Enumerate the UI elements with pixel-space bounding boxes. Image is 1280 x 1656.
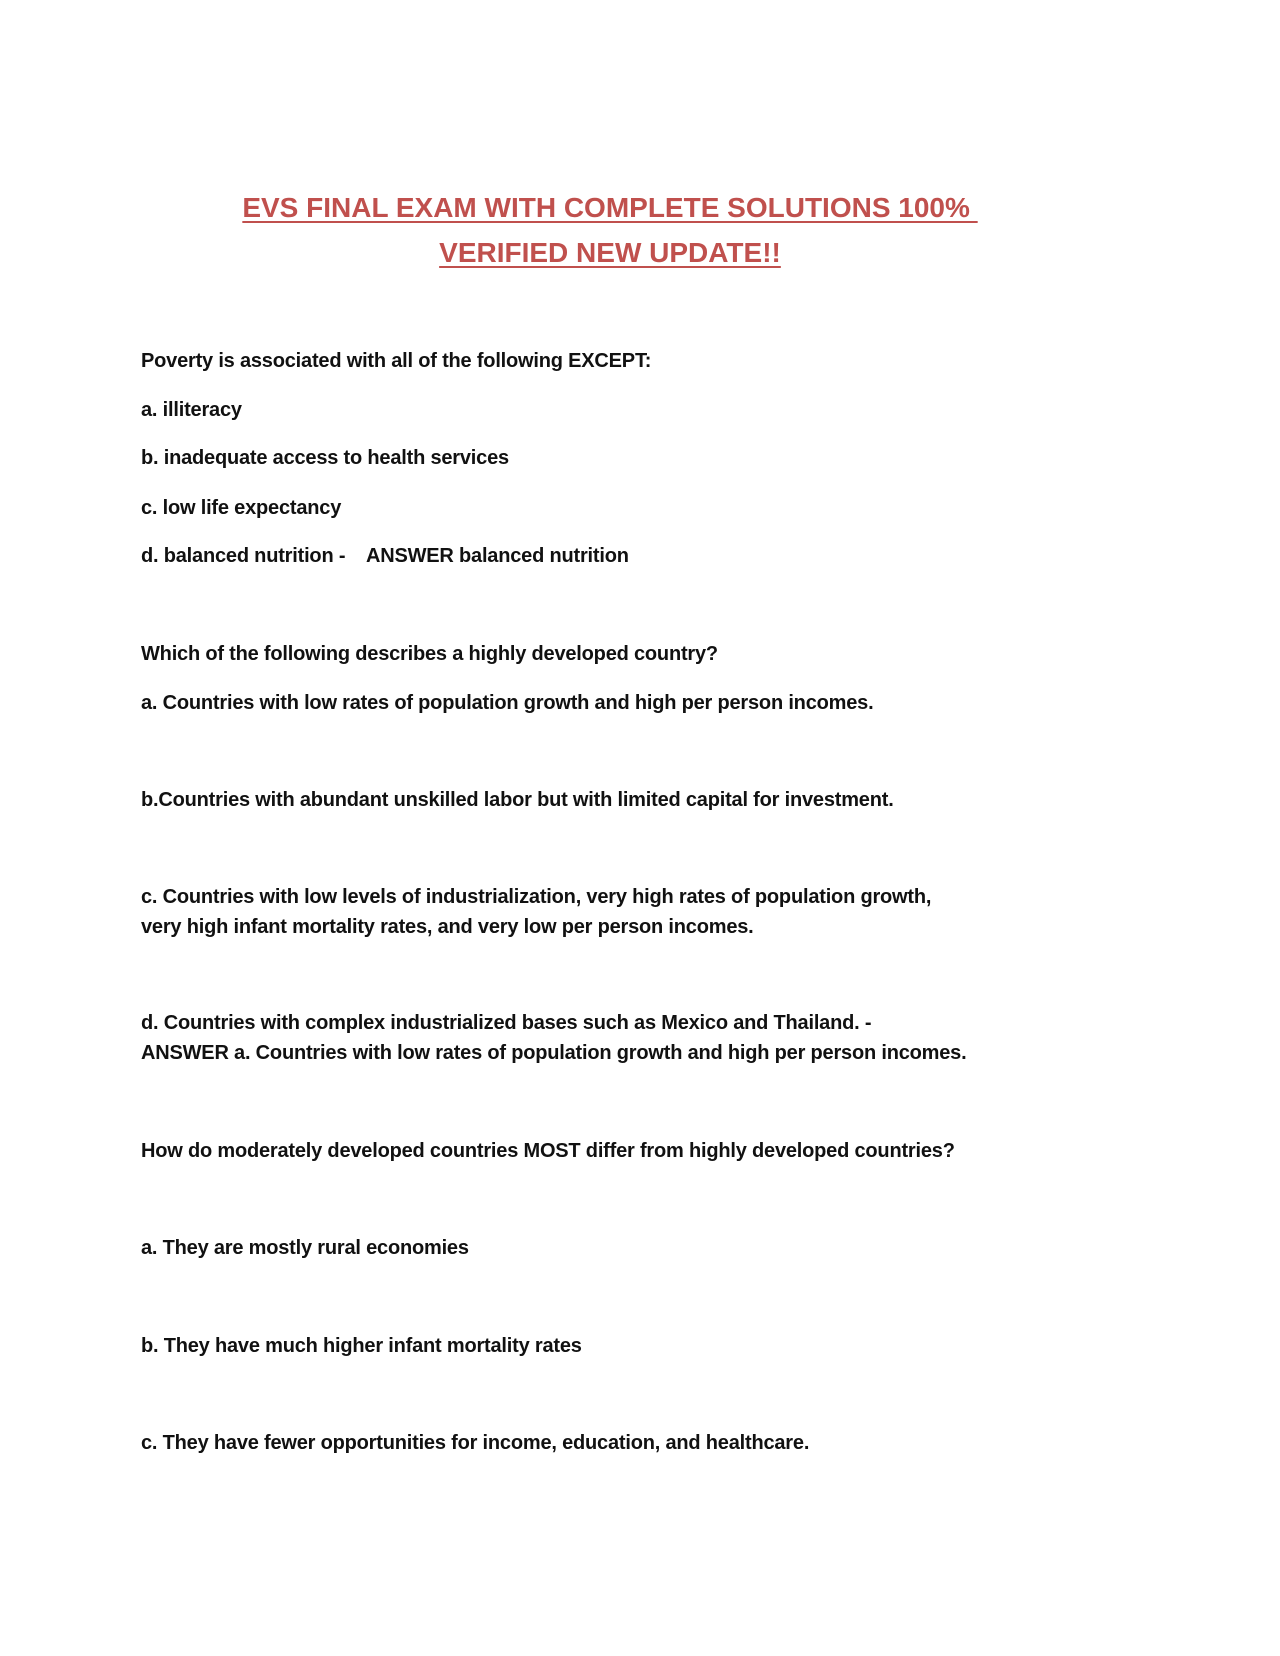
question-1-option-b: b. inadequate access to health services (141, 447, 509, 469)
question-1-option-d-answer: d. balanced nutrition - ANSWER balanced nutrition (141, 545, 629, 567)
question-2-option-c-cont: very high infant mortality rates, and very low per person incomes. (141, 916, 754, 938)
question-2-option-d: d. Countries with complex industrialized bases such as Mexico and Thailand. - (141, 1012, 872, 1034)
question-1-option-a: a. illiteracy (141, 399, 242, 421)
question-3-option-c: c. They have fewer opportunities for income, education, and healthcare. (141, 1432, 810, 1454)
question-2-answer: ANSWER a. Countries with low rates of population growth and high per person incomes. (141, 1042, 967, 1064)
document-title-line-1: EVS FINAL EXAM WITH COMPLETE SOLUTIONS 100% (242, 192, 978, 223)
question-3-option-a: a. They are mostly rural economies (141, 1237, 469, 1259)
question-1: Poverty is associated with all of the following EXCEPT: (141, 350, 652, 372)
question-2-option-c: c. Countries with low levels of industrialization, very high rates of population growth, (141, 886, 932, 908)
question-1-option-c: c. low life expectancy (141, 497, 342, 519)
question-3-option-b: b. They have much higher infant mortality rates (141, 1335, 582, 1357)
question-2: Which of the following describes a highly developed country? (141, 643, 718, 665)
question-2-option-a: a. Countries with low rates of population growth and high per person incomes. (141, 692, 874, 714)
question-2-option-b: b.Countries with abundant unskilled labor but with limited capital for investment. (141, 789, 894, 811)
document-title-line-2: VERIFIED NEW UPDATE!! (439, 237, 781, 268)
question-3: How do moderately developed countries MOST differ from highly developed countries? (141, 1140, 955, 1162)
